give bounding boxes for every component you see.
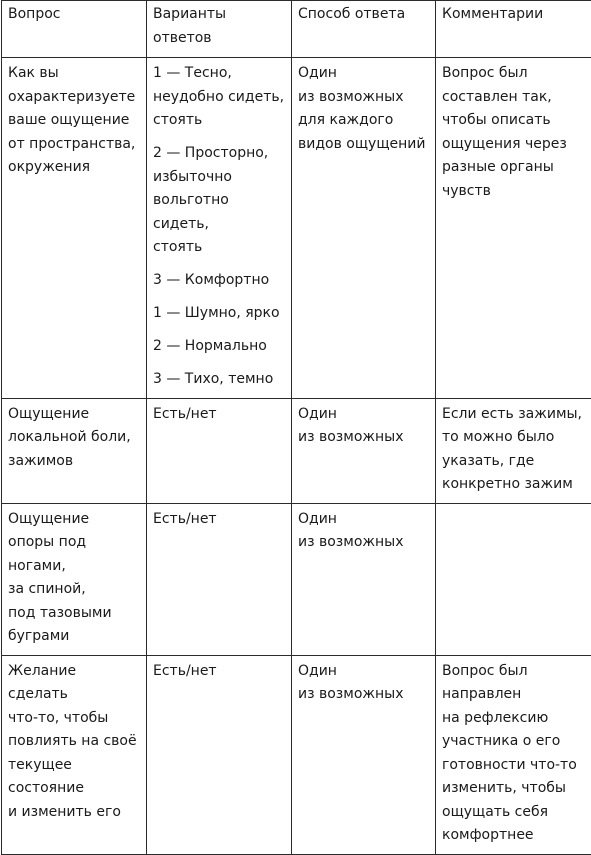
comment-cell [436, 398, 591, 503]
cell-line: 3 — Комфортно [153, 269, 285, 293]
question-cell [2, 503, 147, 655]
cell-line: на рефлексию [442, 707, 585, 731]
cell-line: зажимов [8, 450, 140, 474]
cell-line: Ощущение [8, 508, 140, 532]
header-options-label: Варианты ответов [153, 3, 233, 50]
option-item [153, 62, 285, 133]
options-cell [147, 655, 292, 854]
cell-line: Один [298, 62, 429, 86]
comment-cell [436, 58, 591, 399]
cell-line: ощущения через [442, 133, 585, 157]
header-comment-label: Комментарии [442, 3, 585, 27]
table-row [2, 503, 591, 655]
table-row [2, 655, 591, 854]
cell-line: повлиять на своё [8, 730, 140, 754]
cell-line: то можно было [442, 426, 585, 450]
options-cell [147, 58, 292, 399]
cell-line: 1 — Тесно, [153, 62, 285, 86]
cell-line: за спиной, [8, 578, 140, 602]
cell-line: конкретно зажим [442, 473, 585, 497]
method-cell [292, 503, 436, 655]
header-row [2, 1, 591, 58]
question-cell [2, 398, 147, 503]
question-cell [2, 58, 147, 399]
cell-line: указать, где [442, 450, 585, 474]
option-item [153, 269, 285, 293]
cell-line: разные органы [442, 156, 585, 180]
header-question [2, 1, 147, 58]
cell-line: Есть/нет [153, 660, 285, 684]
survey-table [1, 0, 591, 855]
cell-line: 2 — Нормально [153, 335, 285, 359]
header-question-label: Вопрос [8, 3, 140, 27]
cell-line: стоять [153, 236, 285, 260]
cell-line: окружения [8, 156, 140, 180]
comment-cell [436, 655, 591, 854]
option-item [153, 368, 285, 392]
cell-line: из возможных [298, 683, 429, 707]
cell-line: и изменить его [8, 801, 140, 825]
cell-line: от пространства, [8, 133, 140, 157]
cell-line: чтобы описать [442, 109, 585, 133]
cell-line: ногами, [8, 555, 140, 579]
option-item [153, 335, 285, 359]
cell-line: Один [298, 508, 429, 532]
cell-line: 1 — Шумно, ярко [153, 302, 285, 326]
cell-line: охарактеризуете [8, 86, 140, 110]
cell-line: из возможных [298, 426, 429, 450]
cell-line: 2 — Просторно, [153, 142, 285, 166]
cell-line: состояние [8, 777, 140, 801]
cell-line: участника о его [442, 730, 585, 754]
cell-line: готовности что-то [442, 754, 585, 778]
cell-line: из возможных [298, 86, 429, 110]
cell-line: ваше ощущение [8, 109, 140, 133]
cell-line: что-то, чтобы [8, 707, 140, 731]
table-row [2, 58, 591, 399]
cell-line: Желание сделать [8, 660, 140, 707]
cell-line: Один [298, 660, 429, 684]
method-cell [292, 398, 436, 503]
cell-line: локальной боли, [8, 426, 140, 450]
cell-line: из возможных [298, 531, 429, 555]
comment-cell [436, 503, 591, 655]
cell-line: Ощущение [8, 403, 140, 427]
cell-line: комфортнее [442, 824, 585, 848]
cell-line: для каждого [298, 109, 429, 133]
cell-line: Один [298, 403, 429, 427]
cell-line: Как вы [8, 62, 140, 86]
cell-line: изменить, чтобы [442, 777, 585, 801]
cell-line: под тазовыми [8, 602, 140, 626]
method-cell [292, 58, 436, 399]
cell-line: составлен так, [442, 86, 585, 110]
header-method-label: Способ ответа [298, 3, 429, 27]
cell-line: опоры под [8, 531, 140, 555]
cell-line: чувств [442, 180, 585, 204]
header-method [292, 1, 436, 58]
option-item [153, 302, 285, 326]
cell-line: видов ощущений [298, 133, 429, 157]
cell-line: стоять [153, 109, 285, 133]
cell-line: ощущать себя [442, 801, 585, 825]
cell-line: неудобно сидеть, [153, 86, 285, 110]
header-options [147, 1, 292, 58]
option-item [153, 142, 285, 260]
cell-line: Вопрос был [442, 660, 585, 684]
question-cell [2, 655, 147, 854]
cell-line: Вопрос был [442, 62, 585, 86]
table-row [2, 398, 591, 503]
header-comment [436, 1, 591, 58]
cell-line: Есть/нет [153, 403, 285, 427]
cell-line: Есть/нет [153, 508, 285, 532]
options-cell [147, 398, 292, 503]
cell-line: Если есть зажимы, [442, 403, 585, 427]
cell-line: избыточно [153, 166, 285, 190]
cell-line: буграми [8, 625, 140, 649]
cell-line: текущее [8, 754, 140, 778]
method-cell [292, 655, 436, 854]
cell-line: вольготно сидеть, [153, 189, 285, 236]
cell-line: 3 — Тихо, темно [153, 368, 285, 392]
options-cell [147, 503, 292, 655]
cell-line: направлен [442, 683, 585, 707]
